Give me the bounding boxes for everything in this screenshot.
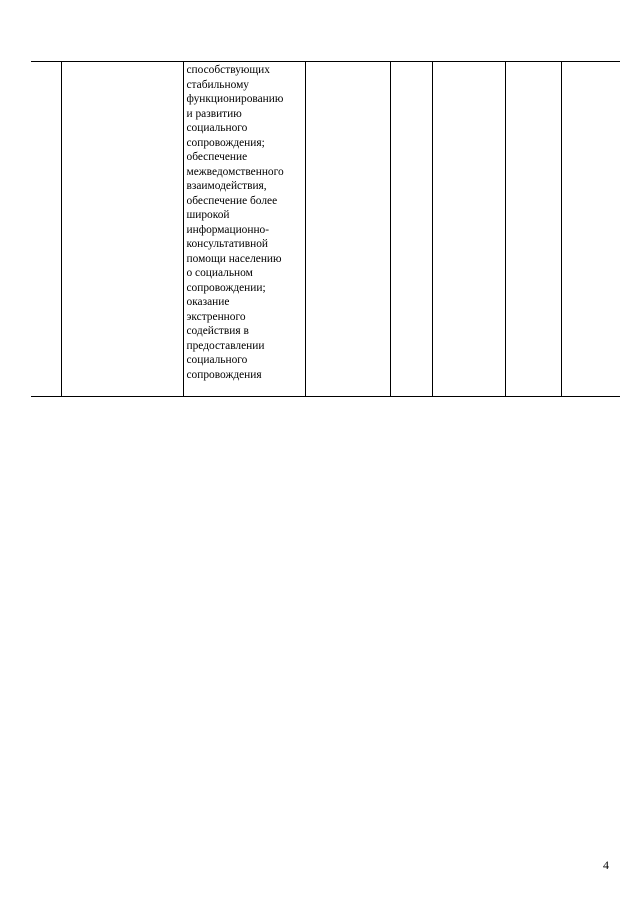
- table-cell-4: [305, 62, 390, 397]
- page-number: 4: [603, 858, 609, 872]
- table-cell-name: [61, 62, 183, 397]
- table-cell-8: [561, 62, 620, 397]
- table-row: [31, 62, 620, 397]
- table-cell-description: [183, 62, 305, 397]
- table-cell-5: [390, 62, 432, 397]
- table-cell-6: [432, 62, 505, 397]
- document-table: [31, 61, 620, 397]
- description-text: способствующих стабильному функционированию и развитию социального сопровождения; обеспечение межведомственного взаимодействия, обеспечение более широкой информационно- консультативной помощи населению о социальном сопровождении; оказание экстренного содействия в предоставлении социального сопровождения: [186, 64, 284, 381]
- table-cell-7: [505, 62, 561, 397]
- table-cell-number: [31, 62, 61, 397]
